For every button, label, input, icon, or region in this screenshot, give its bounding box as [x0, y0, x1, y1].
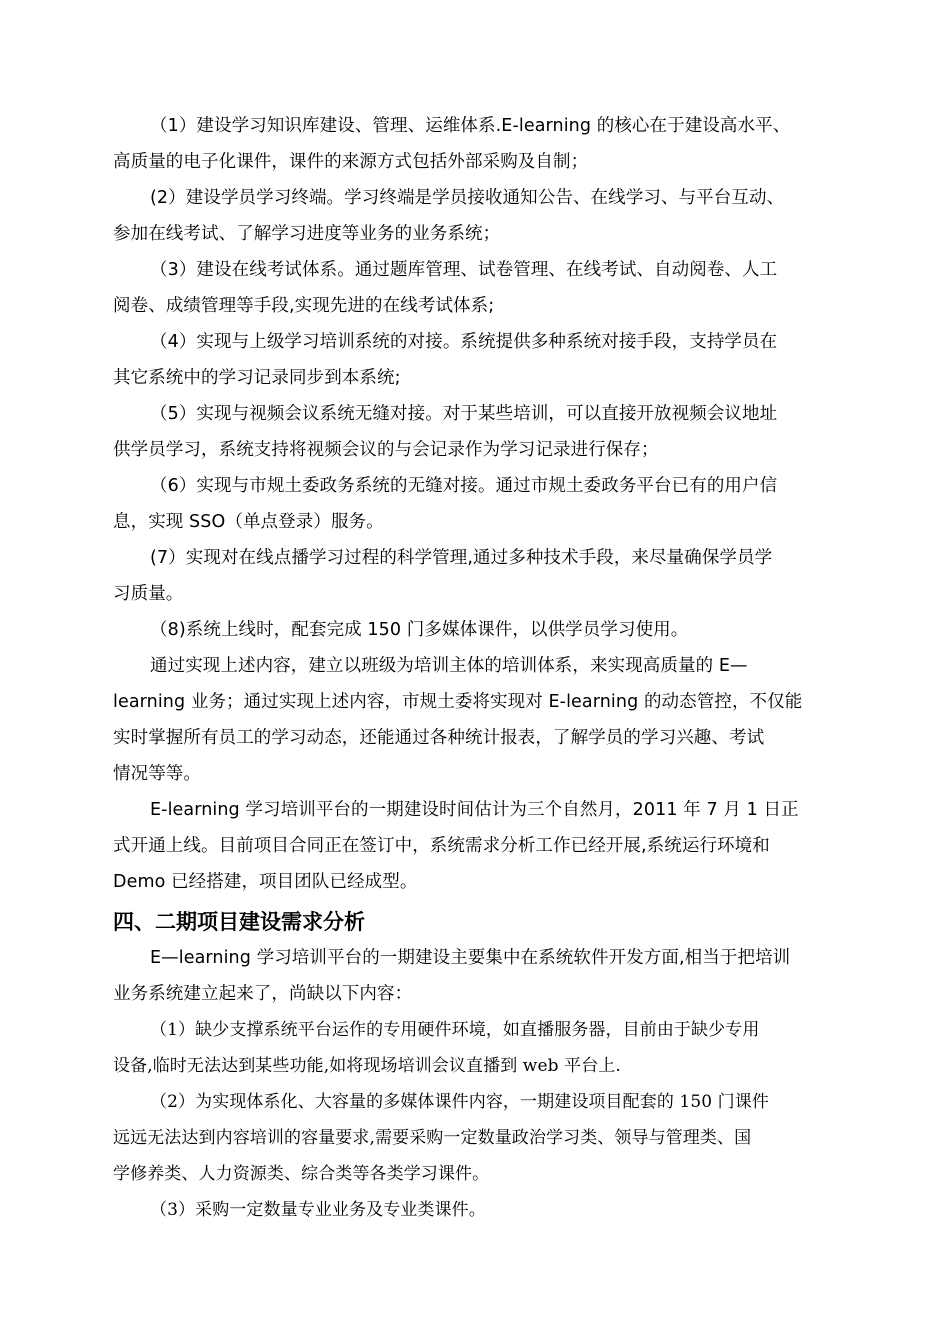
paragraph-2-line-1: (2）建设学员学习终端。学习终端是学员接收通知公告、在线学习、与平台互动、	[150, 188, 785, 208]
paragraph-11-line-1: E—learning 学习培训平台的一期建设主要集中在系统软件开发方面,相当于把培训	[150, 948, 791, 968]
paragraph-3-line-1: （3）建设在线考试体系。通过题库管理、试卷管理、在线考试、自动阅卷、人工	[150, 260, 778, 280]
paragraph-3-line-2: 阅卷、成绩管理等手段,实现先进的在线考试体系;	[113, 296, 495, 316]
paragraph-1-line-2: 高质量的电子化课件，课件的来源方式包括外部采购及自制；	[113, 152, 589, 172]
paragraph-6-line-1: （6）实现与市规土委政务系统的无缝对接。通过市规土委政务平台已有的用户信	[150, 476, 778, 496]
paragraph-11-line-2: 业务系统建立起来了，尚缺以下内容：	[113, 984, 413, 1004]
paragraph-13-line-1: （2）为实现体系化、大容量的多媒体课件内容，一期建设项目配套的 150 门课件	[150, 1092, 769, 1112]
paragraph-9-line-2: learning 业务；通过实现上述内容，市规土委将实现对 E-learning 的动态管控，不仅能	[113, 692, 803, 712]
paragraph-10-line-2: 式开通上线。目前项目合同正在签订中，系统需求分析工作已经开展,系统运行环境和	[113, 836, 770, 856]
paragraph-7-line-2: 习质量。	[113, 584, 184, 604]
paragraph-10-line-1: E-learning 学习培训平台的一期建设时间估计为三个自然月，2011 年 7 月 1 日正	[150, 800, 799, 820]
section-heading: 四、二期项目建设需求分析	[113, 910, 365, 934]
paragraph-13-line-3: 学修养类、人力资源类、综合类等各类学习课件。	[113, 1164, 490, 1184]
paragraph-6-line-2: 息，实现 SSO（单点登录）服务。	[113, 512, 384, 532]
paragraph-13-line-2: 远远无法达到内容培训的容量要求,需要采购一定数量政治学习类、领导与管理类、国	[113, 1128, 752, 1148]
paragraph-5-line-1: （5）实现与视频会议系统无缝对接。对于某些培训，可以直接开放视频会议地址	[150, 404, 778, 424]
paragraph-9-line-1: 通过实现上述内容，建立以班级为培训主体的培训体系，来实现高质量的 E—	[150, 656, 748, 676]
paragraph-8-line-1: （8)系统上线时，配套完成 150 门多媒体课件，以供学员学习使用。	[150, 620, 689, 640]
paragraph-4-line-2: 其它系统中的学习记录同步到本系统;	[113, 368, 401, 388]
paragraph-12-line-2: 设备,临时无法达到某些功能,如将现场培训会议直播到 web 平台上.	[113, 1056, 621, 1076]
paragraph-7-line-1: (7）实现对在线点播学习过程的科学管理,通过多种技术手段，来尽量确保学员学	[150, 548, 773, 568]
paragraph-14-line-1: （3）采购一定数量专业业务及专业类课件。	[150, 1200, 486, 1220]
paragraph-1-line-1: （1）建设学习知识库建设、管理、运维体系.E-learning 的核心在于建设高水平、	[150, 116, 791, 136]
paragraph-5-line-2: 供学员学习，系统支持将视频会议的与会记录作为学习记录进行保存；	[113, 440, 659, 460]
paragraph-9-line-4: 情况等等。	[113, 764, 201, 784]
paragraph-4-line-1: （4）实现与上级学习培训系统的对接。系统提供多种系统对接手段，支持学员在	[150, 332, 778, 352]
paragraph-12-line-1: （1）缺少支撑系统平台运作的专用硬件环境，如直播服务器，目前由于缺少专用	[150, 1020, 760, 1040]
paragraph-10-line-3: Demo 已经搭建，项目团队已经成型。	[113, 872, 418, 892]
paragraph-9-line-3: 实时掌握所有员工的学习动态，还能通过各种统计报表，了解学员的学习兴趣、考试	[113, 728, 765, 748]
paragraph-2-line-2: 参加在线考试、了解学习进度等业务的业务系统；	[113, 224, 501, 244]
